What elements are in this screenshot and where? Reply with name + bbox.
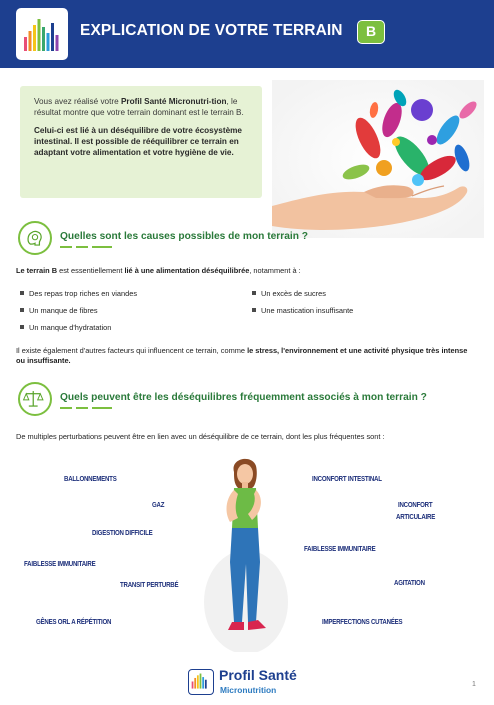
title-dash [92, 407, 112, 409]
imbalances-lead: De multiples perturbations peuvent être en lien avec un déséquilibre de ce terrain, dont les plus fréquentes sont : [16, 432, 385, 441]
brand-logo [16, 8, 68, 60]
head-brain-icon [18, 221, 52, 255]
hand-microbes-illustration [272, 80, 484, 238]
cause-item: Un manque d'hydratation [20, 323, 111, 332]
imbalance-label: DIGESTION DIFFICILE [92, 528, 153, 537]
other-factors-text: Il existe également d'autres facteurs qui influencent ce terrain, comme le stress, l'environnement et une activité physique très intense ou insuffisante. [16, 346, 468, 365]
page-number: 1 [472, 681, 476, 688]
imbalance-label: INCONFORT INTESTINAL [312, 474, 382, 483]
woman-stomach-ache-illustration [200, 452, 292, 652]
imbalance-label: BALLONNEMENTS [64, 474, 117, 483]
imbalance-label: IMPERFECTIONS CUTANÉES [322, 617, 403, 626]
imbalance-label: FAIBLESSE IMMUNITAIRE [304, 544, 376, 553]
cause-item: Une mastication insuffisante [252, 306, 353, 315]
section-causes-title: Quelles sont les causes possibles de mon terrain ? [60, 231, 308, 242]
title-dash [60, 407, 72, 409]
title-dash [76, 407, 88, 409]
cause-item: Un excès de sucres [252, 289, 326, 298]
imbalance-label: GAZ [152, 500, 165, 509]
imbalance-label: ARTICULAIRE [396, 512, 436, 521]
cause-item: Des repas trop riches en viandes [20, 289, 137, 298]
footer-brand-name: Profil Santé [219, 667, 297, 683]
title-dash [60, 246, 72, 248]
page-title: EXPLICATION DE VOTRE TERRAIN [80, 22, 343, 39]
balance-scale-icon [18, 382, 52, 416]
intro-paragraph: Vous avez réalisé votre Profil Santé Micronutri-tion, le résultat montre que votre terrain dominant est le terrain B. [34, 97, 244, 117]
cause-item: Un manque de fibres [20, 306, 98, 315]
causes-lead: Le terrain B est essentiellement lié à une alimentation déséquilibrée, notamment à : [16, 266, 301, 275]
section-imbalances-title: Quels peuvent être les déséquilibres fréquemment associés à mon terrain ? [60, 392, 427, 403]
terrain-badge: B [357, 20, 385, 44]
footer-brand-sub: Micronutrition [220, 685, 277, 695]
intro-box [20, 86, 262, 198]
intro-bold-paragraph: Celui-ci est lié à un déséquilibre de votre écosystème intestinal. Il est possible de rééquilibrer ce terrain en adaptant votre alimentation et votre hygiène de vie. [34, 126, 242, 157]
imbalance-label: FAIBLESSE IMMUNITAIRE [24, 559, 96, 568]
equalizer-logo-icon [24, 17, 60, 51]
imbalance-label: INCONFORT [398, 500, 433, 509]
title-dash [76, 246, 88, 248]
footer-logo [188, 669, 214, 695]
imbalance-label: TRANSIT PERTURBÉ [120, 580, 179, 589]
imbalance-label: GÊNES ORL A RÉPÉTITION [36, 617, 112, 626]
title-dash [92, 246, 112, 248]
page-header [0, 0, 494, 68]
imbalance-label: AGITATION [394, 578, 425, 587]
